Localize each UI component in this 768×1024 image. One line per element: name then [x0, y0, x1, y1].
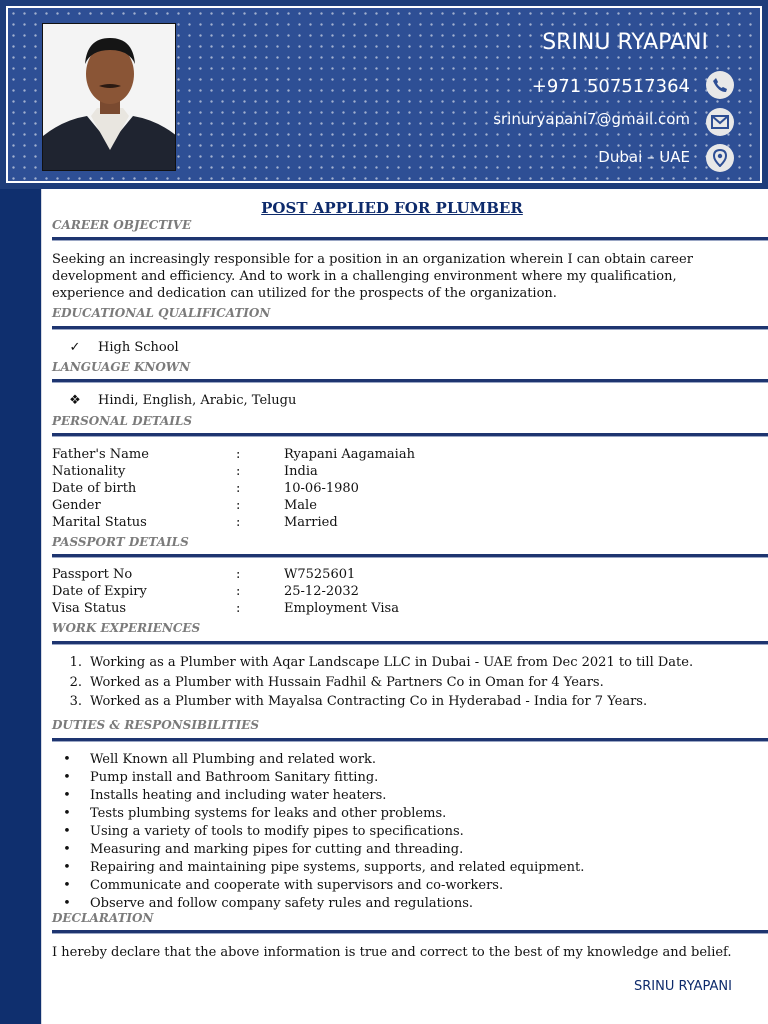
- declaration-text: I hereby declare that the above information is true and correct to the best of my knowledge and belief.: [52, 945, 732, 960]
- work-item: [52, 693, 647, 711]
- duty-item: [52, 859, 584, 877]
- sidebar-divider: [41, 189, 42, 1024]
- duty-text: Measuring and marking pipes for cutting and threading.: [90, 842, 464, 857]
- section-heading-work: WORK EXPERIENCES: [52, 621, 201, 635]
- section-heading-personal: PERSONAL DETAILS: [52, 414, 193, 428]
- field-label: Gender: [52, 498, 101, 513]
- bullet-icon: •: [63, 806, 71, 821]
- field-label: Father's Name: [52, 447, 149, 462]
- objective-line: Seeking an increasingly responsible for a position in an organization wherein I can obtain career: [52, 252, 693, 267]
- duty-item: [52, 751, 376, 769]
- signature-name: SRINU RYAPANI: [634, 979, 732, 994]
- field-separator: :: [236, 601, 241, 616]
- field-separator: :: [236, 481, 241, 496]
- bullet-icon: •: [63, 770, 71, 785]
- field-label: Date of birth: [52, 481, 137, 496]
- objective-line: development and efficiency. And to work in a challenging environment where my qualification,: [52, 269, 677, 284]
- phone-icon: [706, 71, 734, 99]
- profile-photo: [42, 23, 176, 171]
- bullet-icon: •: [63, 788, 71, 803]
- field-value: Ryapani Aagamaiah: [284, 447, 415, 462]
- section-divider: [52, 237, 768, 241]
- section-divider: [52, 554, 768, 558]
- field-separator: :: [236, 447, 241, 462]
- field-value: Married: [284, 515, 338, 530]
- field-separator: :: [236, 567, 241, 582]
- duty-item: [52, 823, 464, 841]
- duty-text: Observe and follow company safety rules and regulations.: [90, 896, 474, 911]
- work-item: [52, 654, 693, 672]
- education-item: High School: [98, 340, 179, 355]
- section-divider: [52, 433, 768, 437]
- candidate-name: SRINU RYAPANI: [542, 30, 708, 55]
- section-divider: [52, 930, 768, 934]
- field-value: Employment Visa: [284, 601, 399, 616]
- list-number: 3.: [69, 694, 82, 709]
- duty-text: Tests plumbing systems for leaks and other problems.: [90, 806, 447, 821]
- left-sidebar-bar: [0, 189, 41, 1024]
- section-heading-education: EDUCATIONAL QUALIFICATION: [52, 306, 271, 320]
- work-text: Worked as a Plumber with Hussain Fadhil & Partners Co in Oman for 4 Years.: [90, 675, 604, 690]
- duty-text: Communicate and cooperate with supervisors and co-workers.: [90, 878, 504, 893]
- location-icon: [706, 144, 734, 172]
- duty-item: [52, 841, 463, 859]
- section-divider: [52, 379, 768, 383]
- field-label: Marital Status: [52, 515, 147, 530]
- diamond-bullet-icon: ❖: [69, 393, 81, 408]
- field-label: Date of Expiry: [52, 584, 147, 599]
- field-value: Male: [284, 498, 317, 513]
- section-heading-duties: DUTIES & RESPONSIBILITIES: [52, 718, 260, 732]
- field-value: 25-12-2032: [284, 584, 359, 599]
- bullet-icon: •: [63, 896, 71, 911]
- field-separator: :: [236, 464, 241, 479]
- field-label: Nationality: [52, 464, 126, 479]
- duty-item: [52, 877, 503, 895]
- objective-line: experience and dedication can utilized for the prospects of the organization.: [52, 286, 557, 301]
- field-label: Visa Status: [52, 601, 127, 616]
- duty-text: Installs heating and including water heaters.: [90, 788, 387, 803]
- field-separator: :: [236, 515, 241, 530]
- duty-text: Well Known all Plumbing and related work.: [90, 752, 377, 767]
- field-value: W7525601: [284, 567, 356, 582]
- section-heading-declaration: DECLARATION: [52, 911, 154, 925]
- section-heading-languages: LANGUAGE KNOWN: [52, 360, 191, 374]
- languages-item: Hindi, English, Arabic, Telugu: [98, 393, 297, 408]
- section-divider: [52, 641, 768, 645]
- phone-number[interactable]: +971 507517364: [531, 76, 690, 97]
- location-text: Dubai – UAE: [598, 148, 690, 166]
- work-text: Working as a Plumber with Aqar Landscape LLC in Dubai - UAE from Dec 2021 to till Date.: [90, 655, 694, 670]
- duty-text: Pump install and Bathroom Sanitary fitting.: [90, 770, 379, 785]
- section-divider: [52, 326, 768, 330]
- list-number: 1.: [69, 655, 82, 670]
- email-address[interactable]: srinuryapani7@gmail.com: [493, 110, 690, 128]
- duty-item: [52, 787, 386, 805]
- duty-text: Using a variety of tools to modify pipes to specifications.: [90, 824, 464, 839]
- field-label: Passport No: [52, 567, 133, 582]
- check-icon: ✓: [69, 340, 81, 355]
- list-item: [52, 339, 179, 357]
- post-title: POST APPLIED FOR PLUMBER: [261, 199, 523, 217]
- duty-item: [52, 769, 378, 787]
- duty-item: [52, 805, 446, 823]
- bullet-icon: •: [63, 752, 71, 767]
- bullet-icon: •: [63, 860, 71, 875]
- bullet-icon: •: [63, 824, 71, 839]
- section-divider: [52, 738, 768, 742]
- field-separator: :: [236, 498, 241, 513]
- bullet-icon: •: [63, 878, 71, 893]
- career-objective-text: [52, 251, 752, 302]
- work-text: Worked as a Plumber with Mayalsa Contracting Co in Hyderabad - India for 7 Years.: [90, 694, 648, 709]
- field-separator: :: [236, 584, 241, 599]
- list-number: 2.: [69, 675, 82, 690]
- field-value: 10-06-1980: [284, 481, 359, 496]
- field-value: India: [284, 464, 318, 479]
- section-heading-career-objective: CAREER OBJECTIVE: [52, 218, 192, 232]
- duty-text: Repairing and maintaining pipe systems, supports, and related equipment.: [90, 860, 585, 875]
- work-item: [52, 674, 604, 692]
- bullet-icon: •: [63, 842, 71, 857]
- mail-icon: [706, 108, 734, 136]
- section-heading-passport: PASSPORT DETAILS: [52, 535, 189, 549]
- list-item: [52, 392, 296, 410]
